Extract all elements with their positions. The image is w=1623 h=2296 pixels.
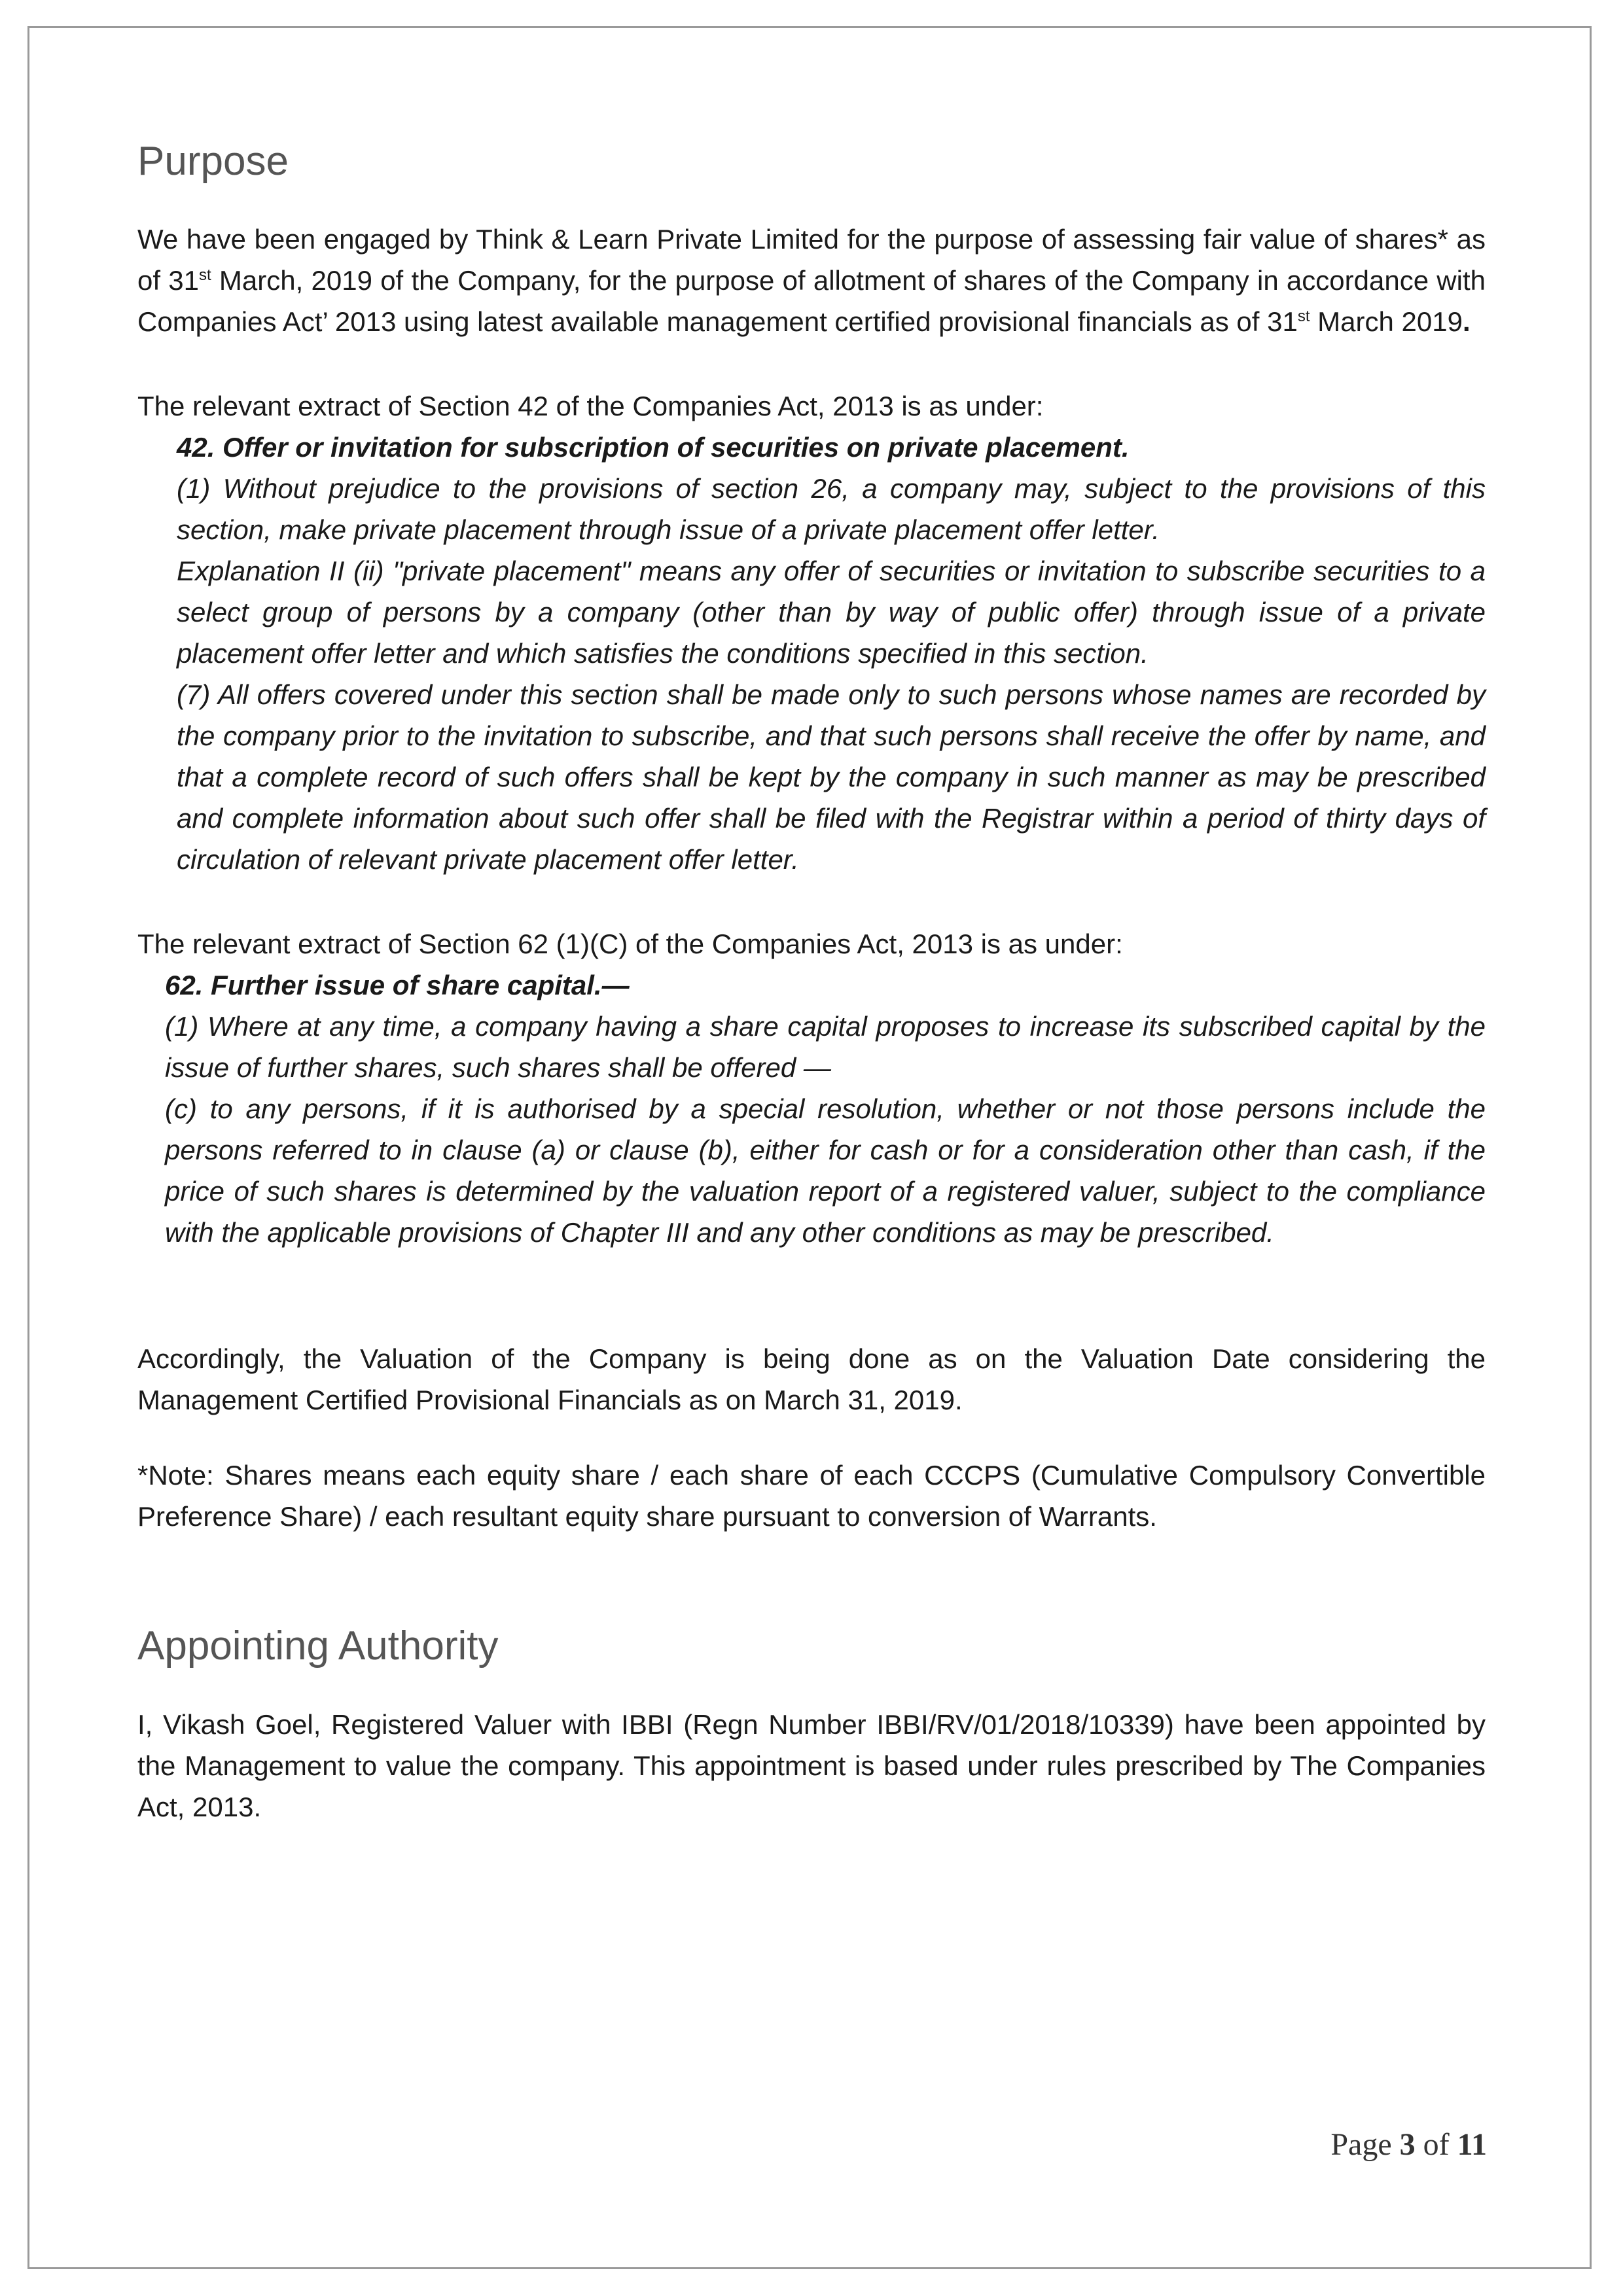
- section-42-explanation: Explanation II (ii) "private placement" means any offer of securities or invitation to subscribe securities to a select group of persons by a company (other than by way of public offer) through issue of a private placement offer letter and which satisfies the conditions specified in this section.: [177, 556, 1486, 669]
- section-42-intro: The relevant extract of Section 42 of the Companies Act, 2013 is as under:: [137, 391, 1044, 422]
- section-62-heading: 62. Further issue of share capital.—: [165, 970, 630, 1001]
- page-label: Page: [1330, 2127, 1400, 2162]
- ordinal-suffix: st: [1297, 308, 1310, 326]
- valuation-basis-paragraph: Accordingly, the Valuation of the Company is being done as on the Valuation Date considering the Management Certified Provisional Financials as on March 31, 2019.: [137, 1343, 1486, 1416]
- purpose-text-period: .: [1462, 306, 1471, 338]
- total-pages-number: 11: [1457, 2127, 1487, 2162]
- purpose-paragraph: [137, 219, 1486, 342]
- of-label: of: [1415, 2127, 1457, 2162]
- purpose-text-c: March 2019: [1310, 306, 1463, 338]
- appointing-authority-heading: Appointing Authority: [137, 1623, 499, 1669]
- purpose-text-a: We have been engaged by Think & Learn Private Limited for the purpose of assessing fair value of shares* as of 31: [137, 224, 1486, 296]
- section-62-clause-1: (1) Where at any time, a company having a share capital proposes to increase its subscribed capital by the issue of further shares, such shares shall be offered —: [165, 1011, 1486, 1084]
- shares-note: *Note: Shares means each equity share / each share of each CCCPS (Cumulative Compulsory Convertible Preference Share) / each resultant equity share pursuant to conversion of Warrants.: [137, 1460, 1486, 1532]
- section-42-heading: 42. Offer or invitation for subscription of securities on private placement.: [177, 432, 1130, 463]
- page-number-footer: [1330, 2127, 1487, 2163]
- section-42-extract: [177, 427, 1486, 880]
- section-62-clause-c: (c) to any persons, if it is authorised by a special resolution, whether or not those persons include the persons referred to in clause (a) or clause (b), either for cash or for a consideration other than cash, if the price of such shares is determined by the valuation report of a registered valuer, subject to the compliance with the applicable provisions of Chapter III and any other conditions as may be prescribed.: [165, 1093, 1486, 1248]
- section-42-clause-7: (7) All offers covered under this section shall be made only to such persons whose names are recorded by the company prior to the invitation to subscribe, and that such persons shall receive the offer by name, and that a complete record of such offers shall be kept by the company in such manner as may be prescribed and complete information about such offer shall be filed with the Registrar within a period of thirty days of circulation of relevant private placement offer letter.: [177, 679, 1486, 875]
- section-62-intro: The relevant extract of Section 62 (1)(C) of the Companies Act, 2013 is as under:: [137, 928, 1123, 960]
- ordinal-suffix: st: [199, 266, 211, 285]
- purpose-text-b: March, 2019 of the Company, for the purpose of allotment of shares of the Company in accordance with Companies Act’ 2013 using latest available management certified provisional financials as of 31: [137, 265, 1486, 338]
- purpose-heading: Purpose: [137, 139, 289, 184]
- document-body: [137, 137, 1486, 1828]
- section-42-clause-1: (1) Without prejudice to the provisions of section 26, a company may, subject to the provisions of this section, make private placement through issue of a private placement offer letter.: [177, 473, 1486, 546]
- section-62-extract: [165, 964, 1486, 1253]
- current-page-number: 3: [1399, 2127, 1416, 2162]
- appointing-authority-paragraph: I, Vikash Goel, Registered Valuer with IBBI (Regn Number IBBI/RV/01/2018/10339) have been appointed by the Management to value the company. This appointment is based under rules prescribed by The Companies Act, 2013.: [137, 1708, 1486, 1822]
